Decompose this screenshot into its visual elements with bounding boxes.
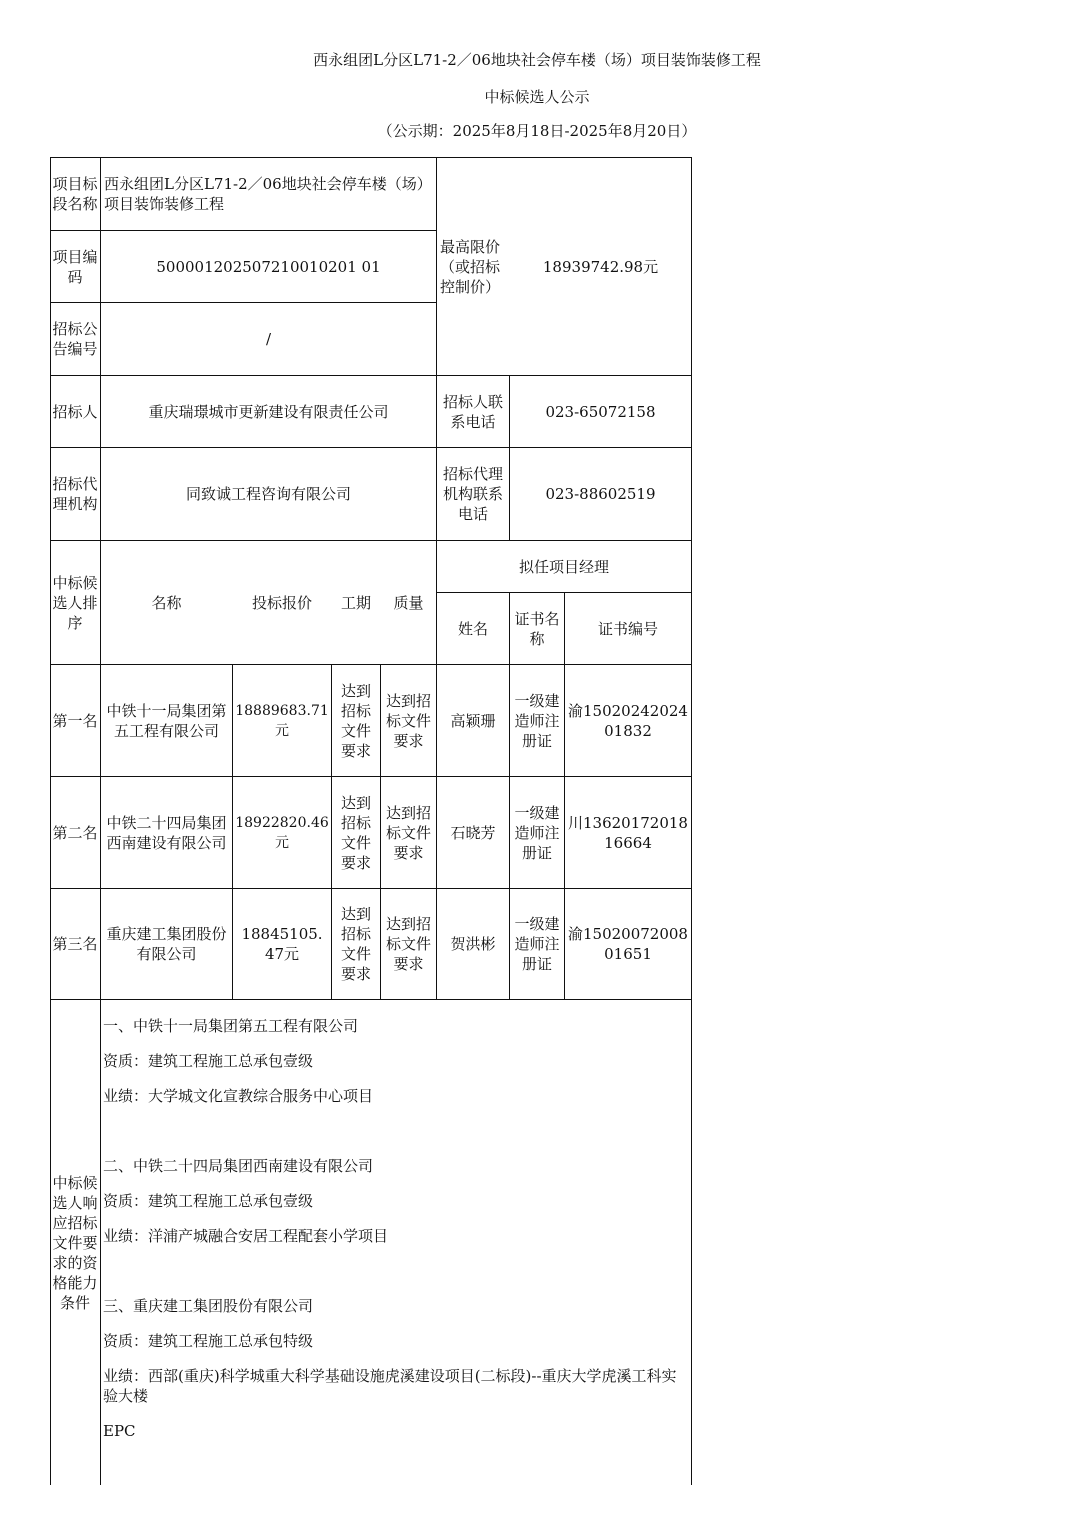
doc-subtitle: 中标候选人公示	[484, 88, 590, 106]
doc-title: 西永组团L分区L71-2／06地块社会停车楼（场）项目装饰装修工程	[313, 51, 761, 69]
candidate-cert-no: 渝1502007200801651	[568, 925, 688, 963]
tenderer: 重庆瑞璟城市更新建设有限责任公司	[148, 402, 389, 421]
candidate-cert-no: 川1362017201816664	[568, 813, 688, 852]
candidate-period: 达到招标文件要求	[340, 681, 371, 760]
candidate-period: 达到招标文件要求	[340, 905, 371, 983]
qual-line: 资质：建筑工程施工总承包壹级	[103, 1192, 314, 1210]
candidate-quality: 达到招标文件要求	[385, 915, 431, 973]
candidate-rank: 第二名	[52, 823, 98, 842]
candidate-name: 中铁二十四局集团西南建设有限公司	[106, 813, 227, 852]
quality-header: 质量	[393, 593, 424, 612]
qual-line: 业绩：洋浦产城融合安居工程配套小学项目	[103, 1227, 389, 1245]
qual-line: 业绩：大学城文化宣教综合服务中心项目	[103, 1087, 374, 1105]
candidate-cert: 一级建造师注册证	[514, 803, 560, 862]
agency-phone: 023-88602519	[545, 485, 656, 503]
agency: 同致诚工程咨询有限公司	[185, 485, 351, 503]
max-price-label: 最高限价（或招标控制价）	[440, 237, 501, 296]
qual-line: 一、中铁十一局集团第五工程有限公司	[103, 1017, 359, 1035]
max-price: 18939742.98元	[542, 257, 659, 276]
candidate-price: 18922820.46元	[235, 814, 329, 851]
tenderer-label: 招标人	[52, 402, 98, 421]
tenderer-phone-label: 招标人联系电话	[442, 392, 503, 431]
candidate-cert: 一级建造师注册证	[514, 915, 560, 973]
notice-no-label: 招标公告编号	[52, 320, 98, 358]
tenderer-phone: 023-65072158	[545, 402, 656, 421]
candidate-rank: 第三名	[52, 935, 98, 953]
project-name-label: 项目标段名称	[52, 175, 98, 213]
qualifications-label: 中标候选人响应招标文件要求的资格能力条件	[52, 1173, 98, 1312]
qualifications-content	[103, 1000, 688, 1456]
project-name: 西永组团L分区L71-2／06地块社会停车楼（场）项目装饰装修工程	[104, 175, 432, 213]
qual-line: 三、重庆建工集团股份有限公司	[103, 1297, 314, 1315]
candidate-cert-no: 渝1502024202401832	[568, 701, 688, 740]
candidate-quality: 达到招标文件要求	[385, 691, 431, 750]
qual-line: EPC	[103, 1422, 136, 1440]
cert-name-header: 证书名称	[514, 609, 560, 648]
candidate-pm: 石晓芳	[450, 823, 496, 842]
candidate-name: 中铁十一局集团第五工程有限公司	[106, 701, 227, 740]
agency-label: 招标代理机构	[52, 475, 98, 513]
candidate-name: 重庆建工集团股份有限公司	[106, 925, 227, 963]
candidate-rank: 第一名	[52, 711, 98, 730]
notice-no: /	[265, 330, 272, 348]
period-header: 工期	[340, 593, 371, 612]
qual-line: 资质：建筑工程施工总承包壹级	[103, 1052, 314, 1070]
candidate-cert: 一级建造师注册证	[514, 691, 560, 750]
publicity-period: （公示期：2025年8月18日-2025年8月20日）	[377, 122, 697, 140]
name-header: 名称	[151, 593, 182, 612]
price-header: 投标报价	[251, 593, 312, 612]
cert-no-header: 证书编号	[597, 619, 658, 638]
project-code-label: 项目编码	[52, 247, 98, 286]
agency-phone-label: 招标代理机构联系电话	[442, 465, 503, 523]
qual-line: 资质：建筑工程施工总承包特级	[103, 1332, 314, 1350]
rank-header: 中标候选人排序	[52, 573, 98, 632]
candidate-pm: 高颖珊	[450, 711, 496, 730]
candidate-pm: 贺洪彬	[450, 935, 496, 953]
candidate-period: 达到招标文件要求	[340, 793, 371, 872]
pm-name-header: 姓名	[457, 619, 488, 638]
candidate-price: 18889683.71元	[235, 702, 329, 739]
pm-header: 拟任项目经理	[518, 557, 609, 576]
candidate-quality: 达到招标文件要求	[385, 803, 431, 862]
candidate-price: 18845105.47元	[241, 925, 323, 963]
project-code: 500001202507210010201 01	[156, 257, 381, 276]
qual-line: 业绩：西部(重庆)科学城重大科学基础设施虎溪建设项目(二标段)--重庆大学虎溪工科实验大楼	[103, 1367, 677, 1405]
qual-line: 二、中铁二十四局集团西南建设有限公司	[103, 1157, 374, 1175]
